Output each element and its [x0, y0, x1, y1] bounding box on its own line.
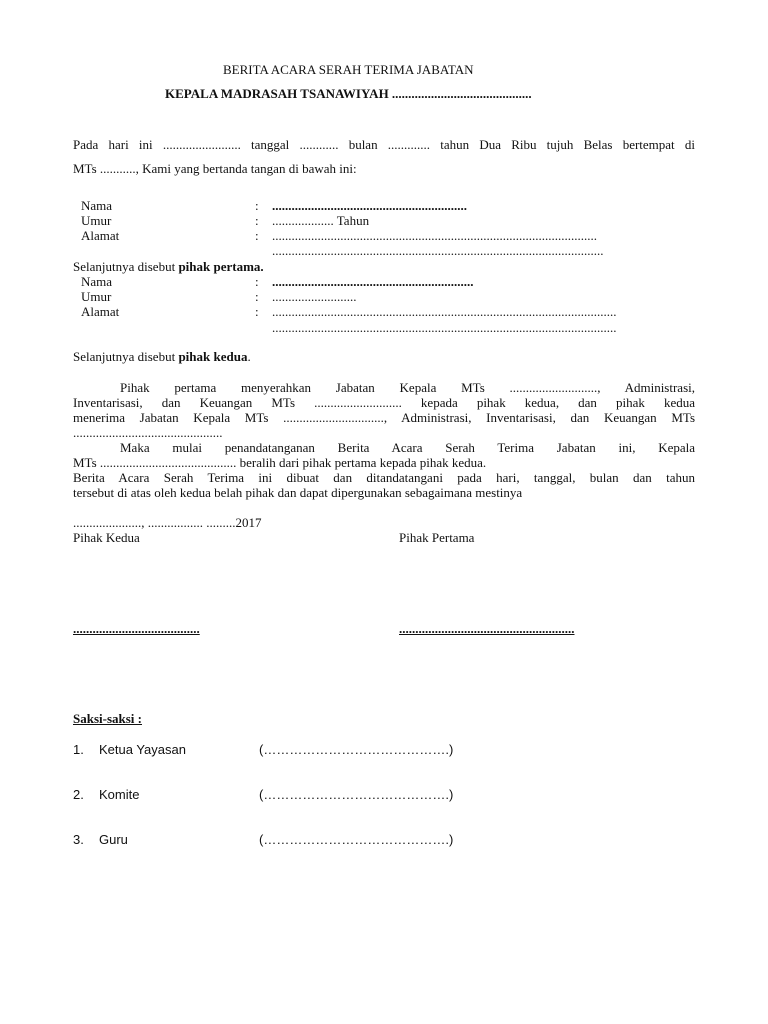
pp-umur-label: Umur — [81, 213, 112, 228]
p3-line-2: tersebut di atas oleh kedua belah pihak dan dapat dipergunakan sebagaimana mestinya — [73, 485, 523, 500]
p1-line-3: menerima Jabatan Kepala MTs ..............................., Administrasi, Inventarisasi, dan Keuangan MTs — [73, 410, 695, 425]
pp-umur-colon: : — [255, 213, 259, 228]
signature-place-date: ....................., ................. .........2017 — [73, 515, 262, 530]
pp-alamat-line-2: ...................................................................................................... — [272, 243, 604, 258]
pp-alamat-value: .................................................................................................... — [272, 228, 597, 243]
pp-nama-value: ............................................................ — [272, 198, 467, 213]
signature-right-label: Pihak Pertama — [399, 530, 475, 545]
pk-alamat-value: .......................................................................................................... — [272, 304, 617, 319]
witness-2-blank: (…………………………………….) — [259, 787, 454, 802]
pk-nama-value: .............................................................. — [272, 274, 474, 289]
signature-left-label: Pihak Kedua — [73, 530, 140, 545]
signature-left-line: ....................................... — [73, 621, 200, 636]
pk-nama-colon: : — [255, 274, 259, 289]
pk-umur-colon: : — [255, 289, 259, 304]
pk-alamat-label: Alamat — [81, 304, 120, 319]
pp-nama-colon: : — [255, 198, 259, 213]
p1-line-4: .............................................. — [73, 425, 223, 440]
pk-note-bold: pihak kedua — [178, 349, 248, 364]
witness-3-blank: (…………………………………….) — [259, 832, 454, 847]
witness-3-num: 3. — [73, 832, 84, 847]
p1-line-2: Inventarisasi, dan Keuangan MTs ........................... kepada pihak kedua, dan pihak kedua — [73, 395, 695, 410]
pk-note-suffix: . — [247, 349, 251, 364]
document-subtitle: KEPALA MADRASAH TSANAWIYAH ........................................... — [165, 86, 532, 101]
p3-line-1: Berita Acara Serah Terima ini dibuat dan ditandatangani pada hari, tanggal, bulan dan tahun — [73, 470, 695, 485]
pk-umur-value: .......................... — [272, 289, 357, 304]
pk-alamat-colon: : — [255, 304, 259, 319]
pk-nama-label: Nama — [81, 274, 113, 289]
intro-line-2: MTs ..........., Kami yang bertanda tangan di bawah ini: — [73, 161, 357, 176]
pp-note-prefix: Selanjutnya disebut — [73, 259, 179, 274]
p1-line-1: Pihak pertama menyerahkan Jabatan Kepala MTs ..........................., Administrasi, — [120, 380, 695, 395]
signature-right-line: ...................................................... — [399, 621, 575, 636]
witness-1-num: 1. — [73, 742, 84, 757]
pk-note-prefix: Selanjutnya disebut — [73, 349, 179, 364]
p2-line-2: MTs .......................................... beralih dari pihak pertama kepada pihak kedua. — [73, 455, 487, 470]
pp-umur-value: ................... Tahun — [272, 213, 370, 228]
pp-alamat-label: Alamat — [81, 228, 120, 243]
witness-1-blank: (…………………………………….) — [259, 742, 454, 757]
pp-alamat-colon: : — [255, 228, 259, 243]
witness-2-role: Komite — [99, 787, 140, 802]
p2-line-1: Maka mulai penandatanganan Berita Acara Serah Terima Jabatan ini, Kepala — [120, 440, 695, 455]
pp-note-bold: pihak pertama. — [178, 259, 264, 274]
witness-1-role: Ketua Yayasan — [99, 742, 186, 757]
pk-umur-label: Umur — [81, 289, 112, 304]
document-title: BERITA ACARA SERAH TERIMA JABATAN — [223, 62, 474, 77]
witness-2-num: 2. — [73, 787, 84, 802]
pp-note — [73, 259, 264, 274]
pp-nama-label: Nama — [81, 198, 113, 213]
intro-line-1: Pada hari ini ........................ tanggal ............ bulan ............. tahun Dua Ribu tujuh Belas bertempat di — [73, 137, 695, 152]
pk-note — [73, 349, 251, 364]
witnesses-heading: Saksi-saksi : — [73, 711, 142, 726]
pk-alamat-line-2: .......................................................................................................... — [272, 320, 617, 335]
witness-3-role: Guru — [99, 832, 128, 847]
